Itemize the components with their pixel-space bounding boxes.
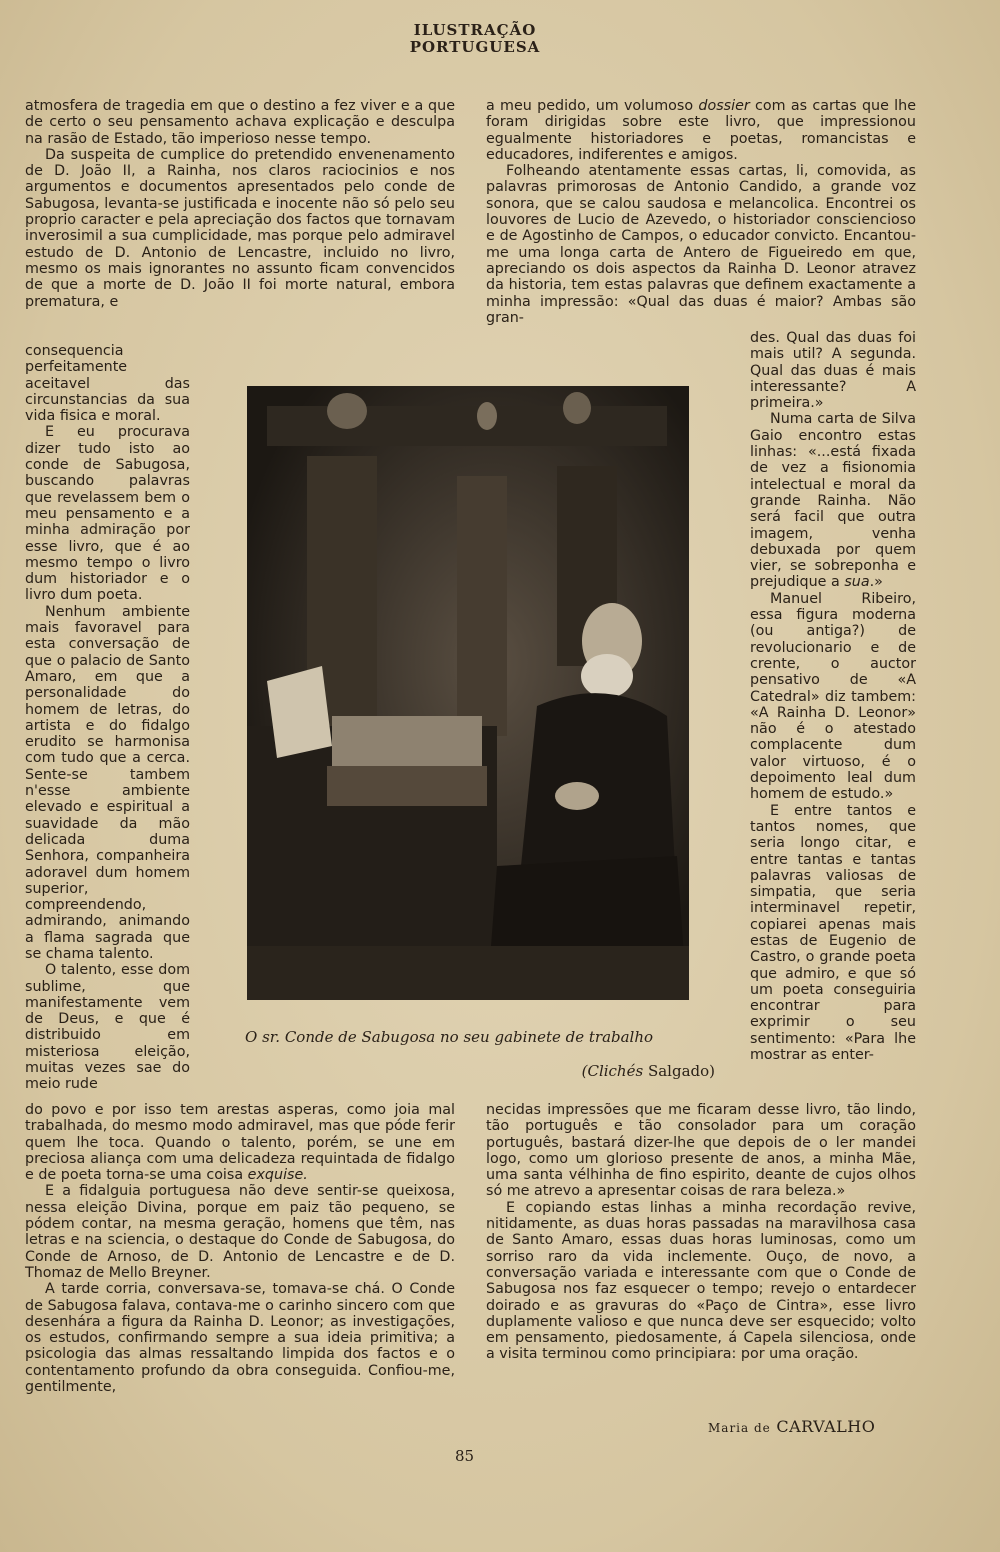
paragraph: E eu procurava dizer tudo isto ao conde de Sabugosa, buscando palavras que revelassem bem o meu pensamento e a minha admiração por esse livro, que é ao mesmo tempo o livro dum historiador e o livro dum poeta. — [25, 424, 190, 604]
article-column-left-bottom — [25, 1102, 455, 1395]
paragraph: Da suspeita de cumplice do pretendido envenenamento de D. João II, a Rainha, nos claros raciocinios e nos argumentos e documentos apresentados pelo conde de Sabugosa, levanta-se justificada e inocente não só pelo seu proprio caracter e pela apreciação dos factos que tornavam inverosimil a sua cumplicidade, mas porque pelo admiravel estudo de D. Antonio de Lencastre, incluido no livro, mesmo os mais ignorantes no assunto ficam convencidos de que a morte de D. João II foi morte natural, embora prematura, e — [25, 146, 455, 310]
article-column-left-narrow — [25, 343, 190, 1093]
article-column-left-top — [25, 98, 455, 310]
article-column-right-narrow — [750, 330, 916, 1063]
paragraph: atmosfera de tragedia em que o destino a fez viver e a que de certo o seu pensamento achava explicação e desculpa na rasão de Estado, tão imperioso nesse tempo. — [25, 98, 455, 147]
paragraph: necidas impressões que me ficaram desse livro, tão lindo, tão português e tão consolador para um coração português, bastará dizer-lhe que depois de o ler mandei logo, como um glorioso presente de anos, a minha Mãe, uma santa vélhinha de fino espirito, deante de cujos olhos só me atrevo a apresentar coisas de rara beleza.» — [486, 1102, 916, 1200]
photo-credit: (Clichés Salgado) — [581, 1062, 715, 1080]
photo-caption: O sr. Conde de Sabugosa no seu gabinete de trabalho — [245, 1028, 654, 1046]
paragraph: do povo e por isso tem arestas asperas, como joia mal trabalhada, do mesmo modo admiravel, mas que póde ferir quem lhe toca. Quando o talento, porém, se une em preciosa aliança com uma delicadeza requintada de fidalgo e de poeta torna-se uma coisa exquise. — [25, 1102, 455, 1184]
portrait-photograph — [247, 386, 689, 1000]
paragraph: a meu pedido, um volumoso dossier com as cartas que lhe foram dirigidas sobre este livro, que impressionou egualmente historiadores e poetas, romancistas e educadores, indiferentes e amigos. — [486, 98, 917, 163]
paragraph: consequencia perfeitamente aceitavel das circunstancias da sua vida fisica e moral. — [25, 343, 190, 425]
paragraph: Nenhum ambiente mais favoravel para esta conversação de que o palacio de Santo Amaro, em que a personalidade do homem de letras, do artista e do fidalgo erudito se harmonisa com tudo que a cerca. Sente-se tambem n'esse ambiente elevado e espiritual a suavidade da mão delicada duma Senhora, companheira adoravel dum homem superior, compreendendo, admirando, animando a flama sagrada que se chama talento. — [25, 603, 190, 962]
page-number: 85 — [455, 1447, 475, 1465]
article-column-right-bottom — [486, 1102, 916, 1363]
paragraph: des. Qual das duas foi mais util? A segunda. Qual das duas é mais interessante? A primeira.» — [750, 330, 916, 412]
paragraph: Folheando atentamente essas cartas, li, comovida, as palavras primorosas de Antonio Candido, a grande voz sonora, que se calou saudosa e melancolica. Encontrei os louvores de Lucio de Azevedo, o historiador consciencioso e de Agostinho de Campos, o educador convicto. Encantou-me uma longa carta de Antero de Figueiredo em que, apreciando os dois aspectos da Rainha D. Leonor atravez da historia, tem estas palavras que definem exactamente a minha impressão: «Qual das duas é maior? Ambas são gran- — [486, 163, 916, 326]
paragraph: E copiando estas linhas a minha recordação revive, nitidamente, as duas horas passadas na maravilhosa casa de Santo Amaro, essas duas horas luminosas, como um sorriso raro da vida inclemente. Ouço, de novo, a conversação variada e interessante com que o Conde de Sabugosa nos faz esquecer o tempo; revejo o entardecer doirado e as gravuras do «Paço de Cintra», esse livro duplamente valioso e que nunca deve ser esquecido; volto em pensamento, piedosamente, á Capela silenciosa, onde a visita terminou como principiara: por uma oração. — [486, 1199, 916, 1363]
paragraph: E a fidalguia portuguesa não deve sentir-se queixosa, nessa eleição Divina, porque em paiz tão pequeno, se pódem contar, na mesma geração, homens que têm, nas letras e na sciencia, o destaque do Conde de Sabugosa, do Conde de Arnoso, de D. Antonio de Lencastre e de D. Thomaz de Mello Breyner. — [25, 1183, 455, 1281]
magazine-masthead-logo: ILUSTRAÇÃO PORTUGUESA — [409, 21, 541, 56]
article-column-right-top — [486, 98, 916, 326]
paragraph: E entre tantos e tantos nomes, que seria longo citar, e entre tantas e tantas palavras valiosas de simpatia, que seria interminavel repetir, copiarei apenas mais estas de Eugenio de Castro, o grande poeta que admiro, e que só um poeta conseguiria encontrar para exprimir o seu sentimento: «Para lhe mostrar as enter- — [750, 802, 916, 1064]
photo-illustration — [247, 386, 689, 1000]
paragraph: O talento, esse dom sublime, que manifestamente vem de Deus, e que é distribuido em misteriosa eleição, muitas vezes sae do meio rude — [25, 962, 190, 1093]
paragraph: Manuel Ribeiro, essa figura moderna (ou antiga?) de revolucionario e de crente, o auctor pensativo de «A Catedral» diz tambem: «A Rainha D. Leonor» não é o atestado complacente dum valor virtuoso, é o depoimento leal dum homem de estudo.» — [750, 590, 916, 803]
paragraph: A tarde corria, conversava-se, tomava-se chá. O Conde de Sabugosa falava, contava-me o carinho sincero com que desenhára a figura da Rainha D. Leonor; as investigações, os estudos, confirmando sempre a sua ideia primitiva; a psicologia das almas ressaltando limpida dos factos e o contentamento profundo da obra conseguida. Confiou-me, gentilmente, — [25, 1281, 455, 1396]
author-signature: Maria de CARVALHO — [708, 1417, 876, 1436]
paragraph: Numa carta de Silva Gaio encontro estas linhas: «...está fixada de vez a fisionomia intelectual e moral da grande Rainha. Não será facil que outra imagem, venha debuxada por quem vier, se sobreponha e prejudique a sua.» — [750, 411, 916, 591]
